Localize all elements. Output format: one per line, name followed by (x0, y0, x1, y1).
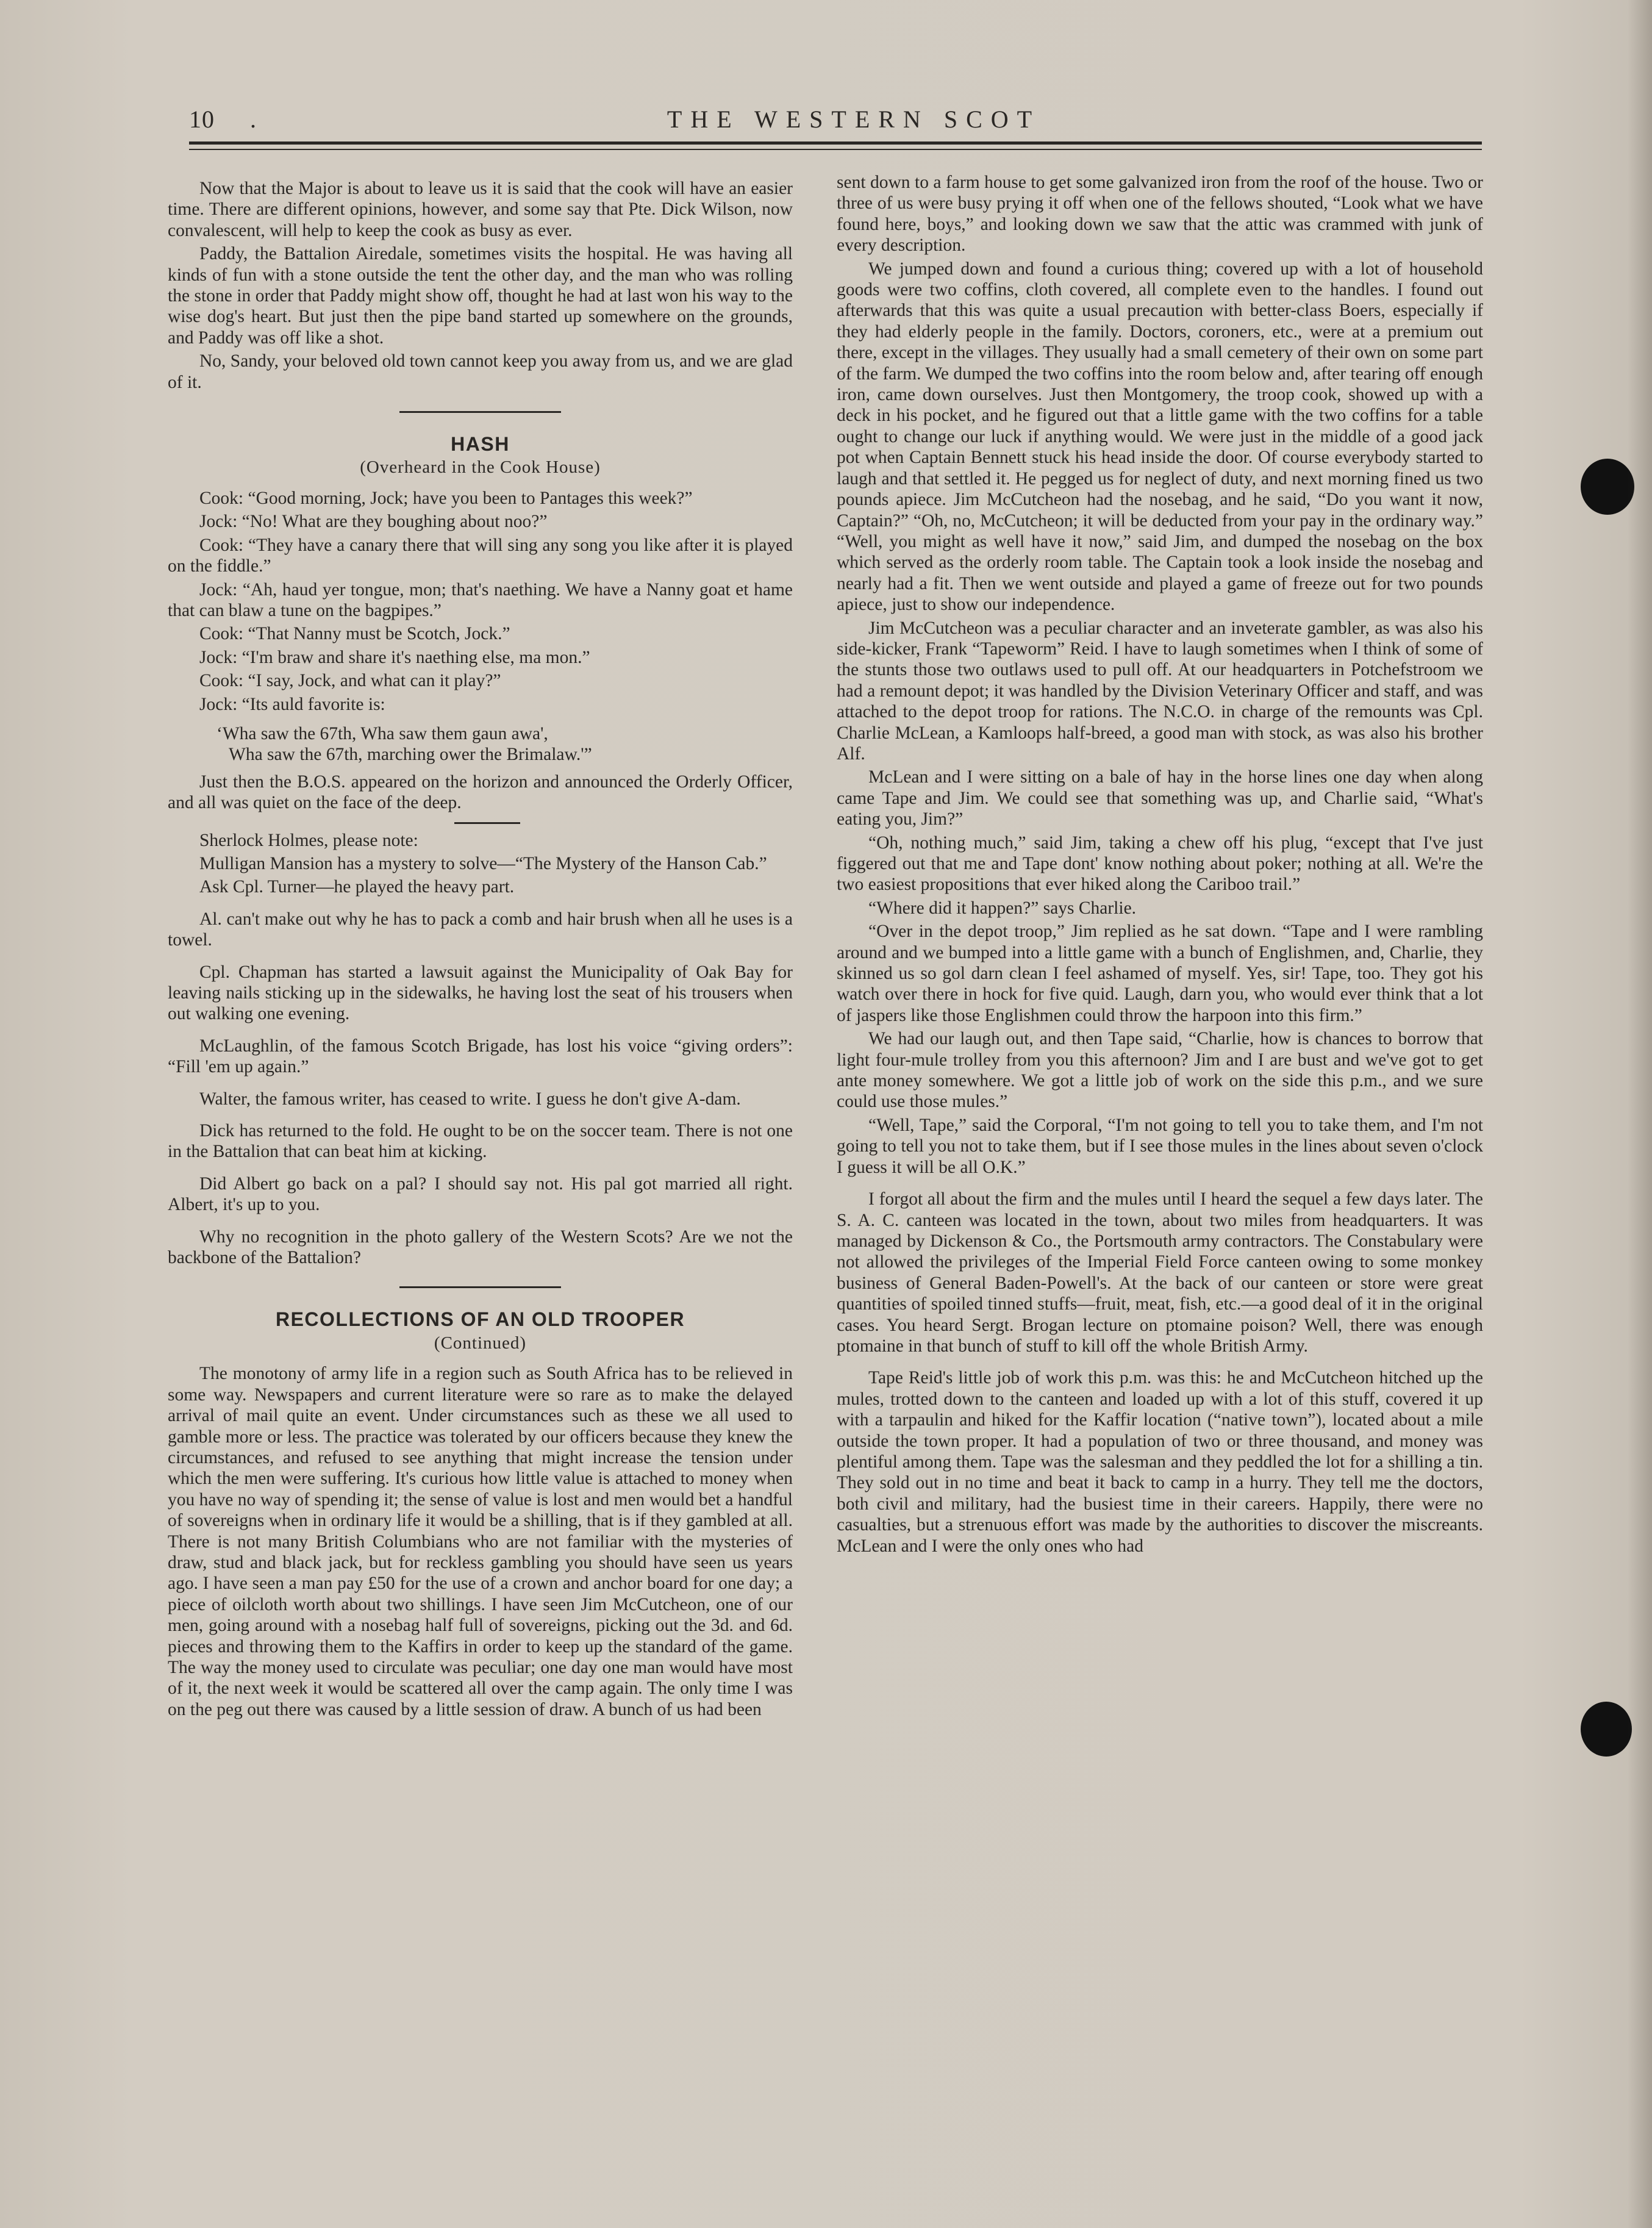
paragraph: No, Sandy, your beloved old town cannot keep you away from us, and we are glad of it. (168, 351, 793, 392)
paragraph: I forgot all about the firm and the mules until I heard the sequel a few days later. The S. A. C. canteen was located in the town, about two miles from headquarters. It was managed by Dickenson & Co., the Portsmouth army contractors. The Constabulary were not allowed the privileges of the Imperial Field Force canteen owing to some monkey business of General Baden-Powell's. At the back of our canteen or store were great quantities of spoiled tinned stuffs—fruit, meat, fish, etc.—a good deal of it in the original cases. You heard Sergt. Brogan lecture on ptomaine poison? Well, there was enough ptomaine in that bunch of stuff to kill off the whole British Army. (837, 1189, 1483, 1356)
recollections-subheading: (Continued) (434, 1333, 527, 1353)
note: Cpl. Chapman has started a lawsuit against the Municipality of Oak Bay for leaving nails sticking up in the sidewalks, he having lost the seat of his trousers when out walking one evening. (168, 962, 793, 1024)
note: Why no recognition in the photo gallery of the Western Scots? Are we not the backbone of the Battalion? (168, 1227, 793, 1268)
hash-dialogue (168, 488, 793, 814)
dialogue-line: Jock: “Ah, haud yer tongue, mon; that's naething. We have a Nanny goat et hame that can blaw a tune on the bagpipes.” (168, 579, 793, 620)
paragraph: Jim McCutcheon was a peculiar character and an inveterate gambler, as was also his side-kicker, Frank “Tapeworm” Reid. I have to laugh sometimes when I think of some of the stunts those two outlaws used to pull off. At our headquarters in Potchefstroom we had a remount depot; it was handled by the Division Veterinary Officer and staff, and was attached to the depot troop for rations. The N.C.O. in charge of the remounts was Cpl. Charlie McLean, a Kamloops half-breed, a good man with stock, as was also his brother Alf. (837, 618, 1483, 764)
song-verse (168, 723, 793, 765)
verse-line: ‘Wha saw the 67th, Wha saw them gaun awa', (216, 723, 548, 743)
note: Sherlock Holmes, please note: (199, 830, 418, 850)
note: Did Albert go back on a pal? I should say not. His pal got married all right. Albert, it's up to you. (168, 1173, 793, 1215)
paragraph: We jumped down and found a curious thing; covered up with a lot of household goods were two coffins, cloth covered, all complete even to the handles. I found out afterwards that this was quite a usual precaution with better-class Boers, especially if they had elderly people in the family. Doctors, coroners, etc., were at a premium out there, except in the villages. They usually had a small cemetery of their own on some part of the farm. We dumped the two coffins into the room below and, after tearing off enough iron, came down ourselves. Just then Montgomery, the troop cook, showed up with a deck in his pocket, and he figured out that a little game with the two coffins for a table ought to change our luck if anything would. We were just in the middle of a good jack pot when Captain Bennett stuck his head inside the door. Of course everybody started to laugh and that settled it. He pegged us for neglect of duty, and next morning fined us two pounds apiece. Jim McCutcheon had the nosebag, and he said, “Do you want it now, Captain?” “Oh, no, McCutcheon; it will be deducted from your pay in the ordinary way.” “Well, you might as well have it now,” said Jim, and dumped the nosebag on the box which served as the orderly room table. The Captain took a look inside the nosebag and nearly had a fit. Then we went outside and played a game of freeze out for two pounds apiece, just to show our independence. (837, 259, 1483, 615)
recollections-heading: RECOLLECTIONS OF AN OLD TROOPER (275, 1308, 685, 1331)
paragraph: “Well, Tape,” said the Corporal, “I'm not going to tell you to take them, and I'm not going to tell you not to take them, but if I see those mules in the lines about seven o'clock I guess it will be all O.K.” (837, 1115, 1483, 1177)
hash-subheading: (Overheard in the Cook House) (360, 457, 601, 478)
dialogue-line: Jock: “Its auld favorite is: (199, 694, 385, 714)
verse-line: Wha saw the 67th, marching ower the Brimalaw.'” (229, 745, 592, 765)
note: Dick has returned to the fold. He ought to be on the soccer team. There is not one in the Battalion that can beat him at kicking. (168, 1121, 793, 1162)
paragraph: “Oh, nothing much,” said Jim, taking a chew off his plug, “except that I've just figgered out that me and Tape dont' know nothing about poker; nothing at all. We're the two easiest propositions that ever hiked along the Cariboo trail.” (837, 833, 1483, 895)
paragraph: Tape Reid's little job of work this p.m. was this: he and McCutcheon hitched up the mules, trotted down to the canteen and loaded up with a lot of this stuff, covered it up with a tarpaulin and hiked for the Kaffir location (“native town”), located about a mile outside the town proper. It had a population of two or three thousand, and money was plentiful among them. Tape was the salesman and they peddled the lot for a shilling a tin. They sold out in no time and beat it back to camp in a hurry. They tell me the doctors, both civil and military, had the busiest time in their careers. Happily, there were no casualties, but a strenuous effort was made by the authorities to discover the miscreants. McLean and I were the only ones who had (837, 1368, 1483, 1556)
note: Ask Cpl. Turner—he played the heavy part. (199, 877, 515, 897)
section-divider-short (454, 822, 520, 824)
section-divider (399, 1286, 561, 1288)
running-title: THE WESTERN SCOT (667, 106, 1041, 133)
note: McLaughlin, of the famous Scotch Brigade, has lost his voice “giving orders”: “Fill 'em up again.” (168, 1036, 793, 1077)
note: Walter, the famous writer, has ceased to write. I guess he don't give A-dam. (199, 1089, 741, 1109)
paragraph: The monotony of army life in a region such as South Africa has to be relieved in some way. Newspapers and current literature were so rare as to make the delayed arrival of mail quite an event. Under circumstances such as these we all used to gamble more or less. The practice was tolerated by our officers because they knew the circumstances, and refused to see anything that might increase the tension under which the men were suffering. It's curious how little value is attached to money when you have no way of spending it; the sense of value is lost and men would bet a handful of sovereigns when in ordinary life it would be a shilling, that is if they gambled at all. There is not many British Columbians who are not familiar with the mysteries of draw, stud and black jack, but for reckless gambling you should have seen us years ago. I have seen a man pay £50 for the use of a crown and anchor board for one day; a piece of oilcloth worth about two shillings. I have seen Jim McCutcheon, one of our men, going around with a nosebag half full of sovereigns, picking out the 3d. and 6d. pieces and throwing them to the Kaffirs in order to keep up the standard of the game. The way the money used to circulate was peculiar; one day one man would have most of it, the next week it would be scattered all over the camp again. The only time I was on the peg out there was caused by a little session of draw. A bunch of us had been (168, 1364, 793, 1719)
page-number: 10 (189, 106, 215, 133)
paragraph: Paddy, the Battalion Airedale, sometimes visits the hospital. He was having all kinds of fun with a stone outside the tent the other day, and the man who was rolling the stone in order that Paddy might show off, thought he had at last won his way to the wise dog's heart. But just then the pipe band started up somewhere on the grounds, and Paddy was off like a shot. (168, 244, 793, 348)
dialogue-line: Jock: “I'm braw and share it's naething else, ma mon.” (199, 647, 590, 667)
dialogue-line: Cook: “They have a canary there that will sing any song you like after it is played on the fiddle.” (168, 535, 793, 576)
note: Mulligan Mansion has a mystery to solve—“The Mystery of the Hanson Cab.” (199, 853, 767, 873)
note: Al. can't make out why he has to pack a comb and hair brush when all he uses is a towel. (168, 909, 793, 950)
header-rule-thick (189, 141, 1482, 145)
page-edge-shadow (1628, 0, 1652, 2228)
paragraph: Just then the B.O.S. appeared on the horizon and announced the Orderly Officer, and all was quiet on the face of the deep. (168, 772, 793, 813)
paragraph: “Over in the depot troop,” Jim replied as he sat down. “Tape and I were rambling around and we bumped into a little game with a bunch of Englishmen, and, Charlie, they skinned us so gol darn clean I feel ashamed of myself. Yes, sir! Tape, too. They got his watch over there in hock for five quid. Laugh, darn you, who would ever think that a lot of jaspers like those Englishmen could throw the harpoon into this firm.” (837, 922, 1483, 1025)
header-rule-thin (189, 149, 1482, 150)
right-column (837, 172, 1483, 1559)
binding-hole-bottom (1581, 1702, 1632, 1757)
dialogue-line: Cook: “That Nanny must be Scotch, Jock.” (199, 624, 510, 644)
paragraph: Now that the Major is about to leave us it is said that the cook will have an easier time. There are different opinions, however, and some say that Pte. Dick Wilson, now convalescent, will help to keep the cook as busy as ever. (168, 179, 793, 240)
paragraph: “Where did it happen?” says Charlie. (868, 898, 1137, 918)
left-column (168, 178, 793, 1722)
binding-hole-top (1581, 459, 1634, 515)
dialogue-line: Jock: “No! What are they boughing about noo?” (199, 512, 548, 532)
dialogue-line: Cook: “Good morning, Jock; have you been to Pantages this week?” (199, 488, 693, 508)
header-dot: . (250, 106, 256, 133)
paragraph: We had our laugh out, and then Tape said, “Charlie, how is chances to borrow that light four-mule trolley from you this afternoon? Jim and I are bust and we've got to get ante money somewhere. We got a little job of work on the side this p.m., and we sure could use those mules.” (837, 1029, 1483, 1112)
dialogue-line: Cook: “I say, Jock, and what can it play?” (199, 671, 501, 691)
hash-heading: HASH (451, 433, 510, 456)
paragraph: sent down to a farm house to get some galvanized iron from the roof of the house. Two or three of us were busy prying it off when one of the fellows shouted, “Look what we have found here, boys,” and looking down we saw that the attic was crammed with junk of every description. (837, 173, 1483, 256)
section-divider (399, 411, 561, 413)
paragraph: McLean and I were sitting on a bale of hay in the horse lines one day when along came Tape and Jim. We could see that something was up, and Charlie said, “What's eating you, Jim?” (837, 767, 1483, 829)
page-header (189, 105, 1482, 141)
